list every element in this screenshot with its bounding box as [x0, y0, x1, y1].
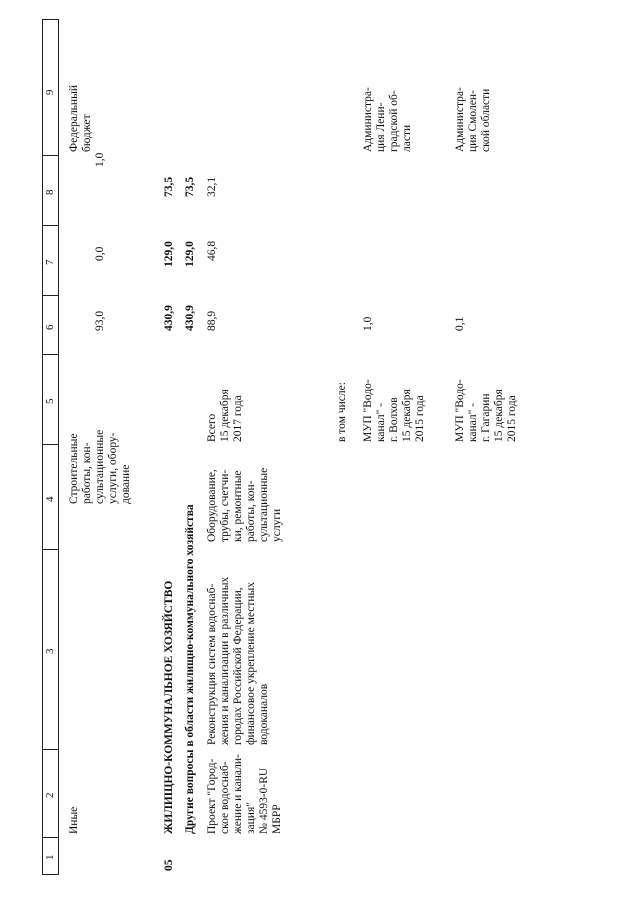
header-top-rule [42, 20, 43, 875]
sub2-administration: Администра- ция Смолен- ской области [454, 87, 492, 152]
col-divider-7 [42, 225, 59, 226]
row-other-col9: Федеральный бюджет [68, 85, 93, 152]
subsection-title: Другие вопросы в области жилищно-коммунального хозяйства [184, 504, 196, 834]
row-other-col4: Строительные работы, кон- сультационные услуги, обору- дование [68, 429, 132, 504]
project-items: Оборудование, трубы, счетчи- ки, ремонтные работы, кон- сультационные услуги [206, 467, 283, 542]
col-divider-4 [42, 444, 59, 445]
subsection-total-col6: 430,9 [184, 305, 196, 331]
header-col-8: 8 [44, 189, 56, 195]
sub1-administration: Администра- ция Лени- градской об- ласти [362, 87, 413, 152]
row-other-col7: 0,0 [94, 246, 106, 261]
project-col8: 32,1 [206, 176, 218, 197]
col-divider-3 [42, 549, 59, 550]
section-title: ЖИЛИЩНО-КОММУНАЛЬНОЕ ХОЗЯЙСТВО [163, 580, 175, 834]
including-label: в том числе: [336, 382, 348, 442]
header-col-5: 5 [44, 398, 56, 404]
header-left-edge [42, 874, 59, 875]
header-col-6: 6 [44, 324, 56, 330]
col-divider-8 [42, 155, 59, 156]
project-description: Реконструкция систем водоснаб- жения и канализации в различных городах Российской Федерации, финансовое укрепление местных водоканалов [206, 576, 270, 745]
header-col-9: 9 [44, 89, 56, 95]
header-bottom-rule [58, 20, 59, 875]
project-deadline: Всего 15 декабря 2017 года [206, 389, 244, 442]
col-divider-2 [42, 749, 59, 750]
row-other-label: Иные [68, 806, 80, 834]
sub1-utility: МУП "Водо- канал" - г. Волхов 15 декабря 2015 года [362, 379, 426, 442]
sub2-utility: МУП "Водо- канал" - г. Гагарин 15 декабря 2015 года [454, 379, 518, 442]
project-col7: 46,8 [206, 240, 218, 261]
subsection-total-col7: 129,0 [184, 241, 196, 267]
col-divider-6 [42, 295, 59, 296]
header-col-2: 2 [44, 792, 56, 798]
header-col-3: 3 [44, 648, 56, 654]
section-code: 05 [163, 859, 175, 871]
sub2-col6: 0,1 [454, 316, 466, 331]
row-other-col6: 93,0 [94, 310, 106, 331]
subsection-total-col8: 73,5 [184, 176, 196, 197]
section-total-col7: 129,0 [163, 241, 175, 267]
header-col-1: 1 [44, 854, 56, 860]
header-col-7: 7 [44, 259, 56, 265]
section-total-col6: 430,9 [163, 305, 175, 331]
row-other-col8: 1,0 [94, 152, 106, 167]
col-divider-1 [42, 837, 59, 838]
header-right-edge [42, 19, 59, 20]
section-total-col8: 73,5 [163, 176, 175, 197]
header-col-4: 4 [44, 496, 56, 502]
sub1-col6: 1,0 [362, 316, 374, 331]
project-col6: 88,9 [206, 310, 218, 331]
project-name: Проект "Город- ское водоснаб- жение и канали- зация" № 4593-0-RU МБРР [206, 754, 283, 834]
col-divider-5 [42, 354, 59, 355]
